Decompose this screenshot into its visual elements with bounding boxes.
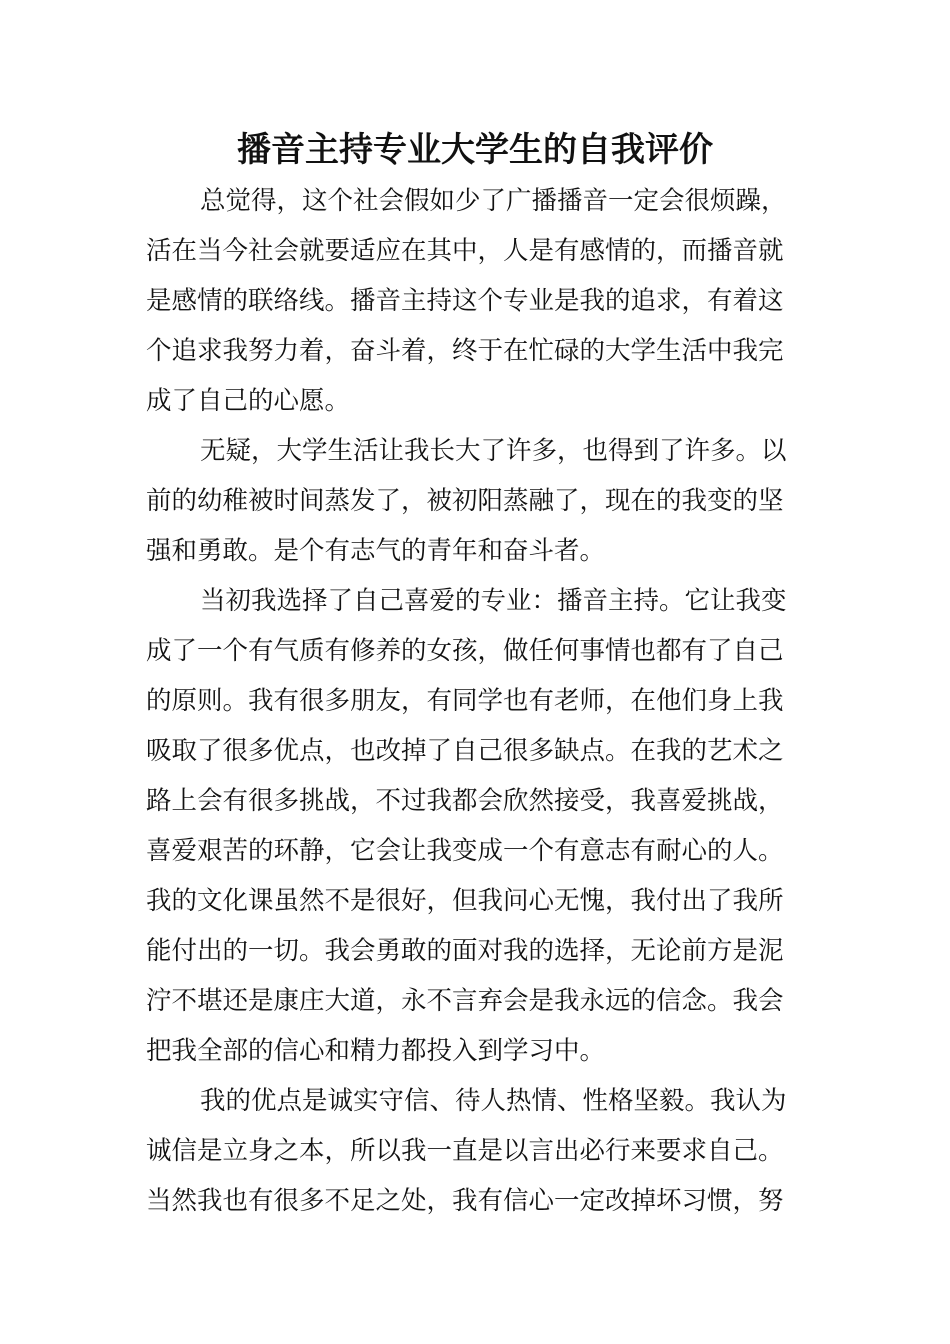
paragraph-1-line-1: 总觉得，这个社会假如少了广播播音一定会很烦躁，	[200, 186, 787, 216]
paragraph-3-line-2: 成了一个有气质有修养的女孩，做任何事情也都有了自己	[146, 636, 784, 666]
paragraph-1-line-3: 是感情的联络线。播音主持这个专业是我的追求，有着这	[146, 286, 784, 316]
paragraph-2-line-3: 强和勇敢。是个有志气的青年和奋斗者。	[146, 536, 606, 566]
paragraph-4-line-2: 诚信是立身之本，所以我一直是以言出必行来要求自己。	[146, 1136, 784, 1166]
paragraph-3-line-6: 喜爱艰苦的环静，它会让我变成一个有意志有耐心的人。	[146, 836, 784, 866]
paragraph-3-line-4: 吸取了很多优点，也改掉了自己很多缺点。在我的艺术之	[146, 736, 784, 766]
paragraph-3-line-10: 把我全部的信心和精力都投入到学习中。	[146, 1036, 606, 1066]
paragraph-4-line-1: 我的优点是诚实守信、待人热情、性格坚毅。我认为	[200, 1086, 787, 1116]
paragraph-1-line-4: 个追求我努力着，奋斗着，终于在忙碌的大学生活中我完	[146, 336, 784, 366]
paragraph-3-line-7: 我的文化课虽然不是很好，但我问心无愧，我付出了我所	[146, 886, 784, 916]
paragraph-3-line-3: 的原则。我有很多朋友，有同学也有老师，在他们身上我	[146, 686, 784, 716]
document-title: 播音主持专业大学生的自我评价	[237, 130, 713, 170]
paragraph-3-line-9: 泞不堪还是康庄大道，永不言弃会是我永远的信念。我会	[146, 986, 784, 1016]
paragraph-1-line-2: 活在当今社会就要适应在其中，人是有感情的，而播音就	[146, 236, 784, 266]
paragraph-2-line-2: 前的幼稚被时间蒸发了，被初阳蒸融了，现在的我变的坚	[146, 486, 784, 516]
paragraph-3-line-1: 当初我选择了自己喜爱的专业：播音主持。它让我变	[200, 586, 787, 616]
paragraph-3-line-5: 路上会有很多挑战，不过我都会欣然接受，我喜爱挑战，	[146, 786, 784, 816]
paragraph-3-line-8: 能付出的一切。我会勇敢的面对我的选择，无论前方是泥	[146, 936, 784, 966]
paragraph-2-line-1: 无疑，大学生活让我长大了许多，也得到了许多。以	[200, 436, 787, 466]
paragraph-1-line-5: 成了自己的心愿。	[146, 386, 351, 416]
paragraph-4-line-3: 当然我也有很多不足之处，我有信心一定改掉坏习惯，努	[146, 1186, 784, 1216]
